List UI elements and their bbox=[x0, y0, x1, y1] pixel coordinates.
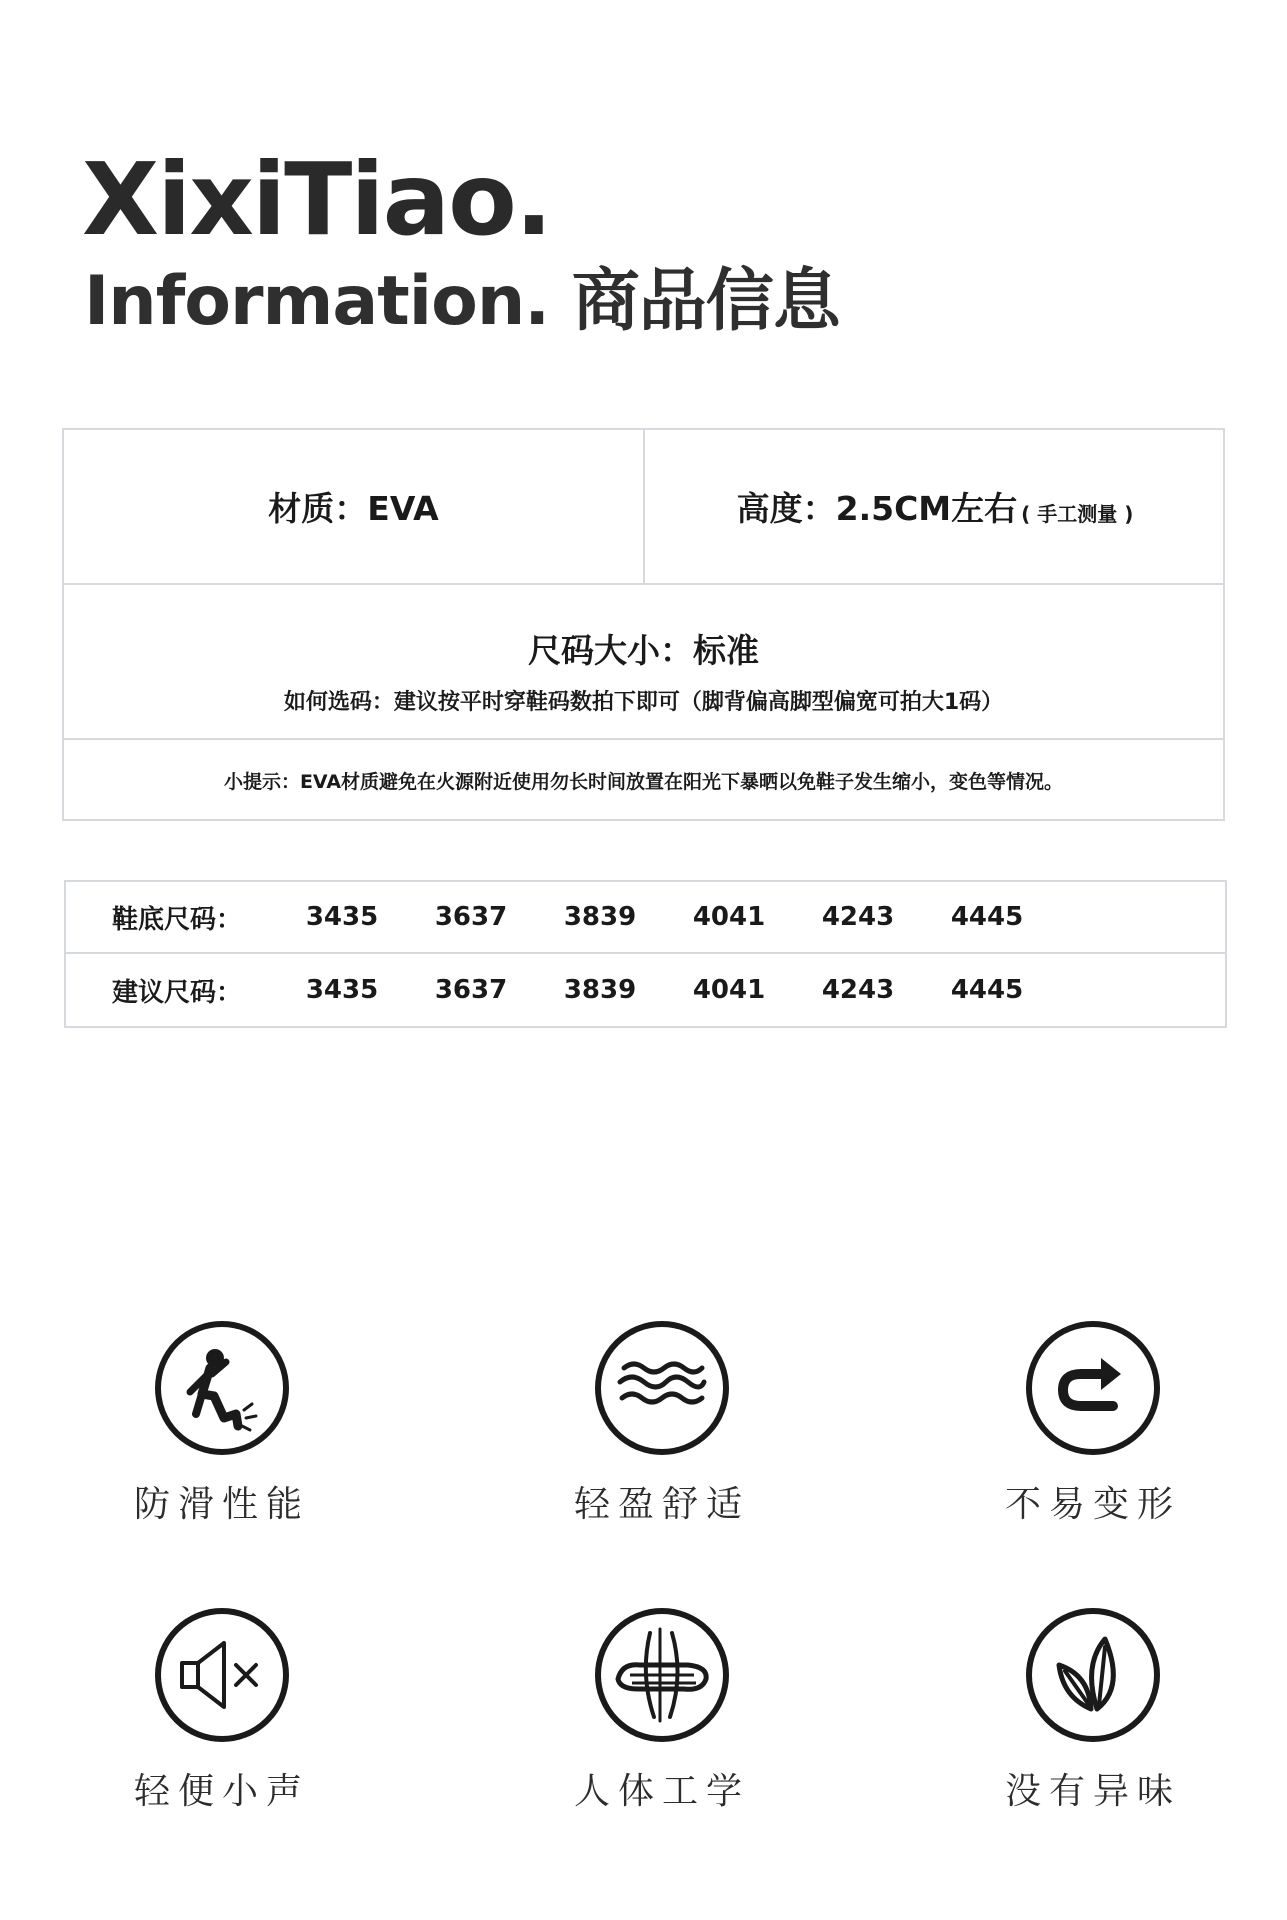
mute-speaker-icon bbox=[152, 1605, 292, 1745]
table-row bbox=[66, 954, 1225, 1026]
product-info-table bbox=[62, 428, 1225, 821]
size-cell: 3435 bbox=[305, 975, 379, 1005]
height-text: 高度：2.5CM左右 bbox=[736, 489, 1018, 528]
size-advice: 如何选码：建议按平时穿鞋码数拍下即可（脚背偏高脚型偏宽可拍大1码） bbox=[283, 690, 1004, 715]
row-label: 建议尺码： bbox=[112, 977, 243, 1008]
rebound-arrow-icon bbox=[1023, 1318, 1163, 1458]
info-row-size bbox=[64, 585, 1223, 740]
feature-label: 人体工学 bbox=[573, 1771, 750, 1812]
page-subtitle: Information. 商品信息 bbox=[84, 262, 840, 341]
size-cell: 4445 bbox=[950, 975, 1024, 1005]
brand-title: XixiTiao. bbox=[82, 141, 551, 258]
feature-label: 防滑性能 bbox=[133, 1484, 310, 1525]
row-label: 鞋底尺码： bbox=[112, 904, 243, 935]
info-row-material-height bbox=[64, 430, 1223, 585]
feature-label: 没有异味 bbox=[1004, 1771, 1181, 1812]
info-row-tip bbox=[64, 740, 1223, 821]
feature-odorless bbox=[963, 1605, 1223, 1814]
height-note: ( 手工测量 ) bbox=[1021, 502, 1134, 526]
ergonomic-shoe-icon bbox=[592, 1605, 732, 1745]
size-cell: 3839 bbox=[563, 975, 637, 1005]
size-cell: 4243 bbox=[821, 902, 895, 932]
material-text: 材质：EVA bbox=[268, 489, 439, 528]
table-row bbox=[66, 882, 1225, 954]
feature-lightweight bbox=[532, 1318, 792, 1527]
size-cell: 4041 bbox=[692, 975, 766, 1005]
size-title: 尺码大小：标准 bbox=[528, 631, 759, 670]
size-chart-table bbox=[64, 880, 1227, 1028]
size-cell: 3637 bbox=[434, 902, 508, 932]
feature-label: 不易变形 bbox=[1004, 1484, 1181, 1525]
waves-icon bbox=[592, 1318, 732, 1458]
feature-label: 轻便小声 bbox=[133, 1771, 310, 1812]
feature-anti-slip bbox=[92, 1318, 352, 1527]
height-cell bbox=[645, 430, 1225, 583]
slip-icon bbox=[152, 1318, 292, 1458]
leaf-icon bbox=[1023, 1605, 1163, 1745]
size-cell: 4243 bbox=[821, 975, 895, 1005]
feature-label: 轻盈舒适 bbox=[573, 1484, 750, 1525]
material-cell bbox=[64, 430, 645, 583]
feature-quiet bbox=[92, 1605, 352, 1814]
size-cell: 3839 bbox=[563, 902, 637, 932]
feature-ergonomic bbox=[532, 1605, 792, 1814]
size-cell: 3637 bbox=[434, 975, 508, 1005]
feature-no-deform bbox=[963, 1318, 1223, 1527]
size-cell: 3435 bbox=[305, 902, 379, 932]
size-cell: 4445 bbox=[950, 902, 1024, 932]
tip-text: 小提示：EVA材质避免在火源附近使用勿长时间放置在阳光下暴晒以免鞋子发生缩小，变色等情况。 bbox=[223, 771, 1064, 793]
size-cell: 4041 bbox=[692, 902, 766, 932]
